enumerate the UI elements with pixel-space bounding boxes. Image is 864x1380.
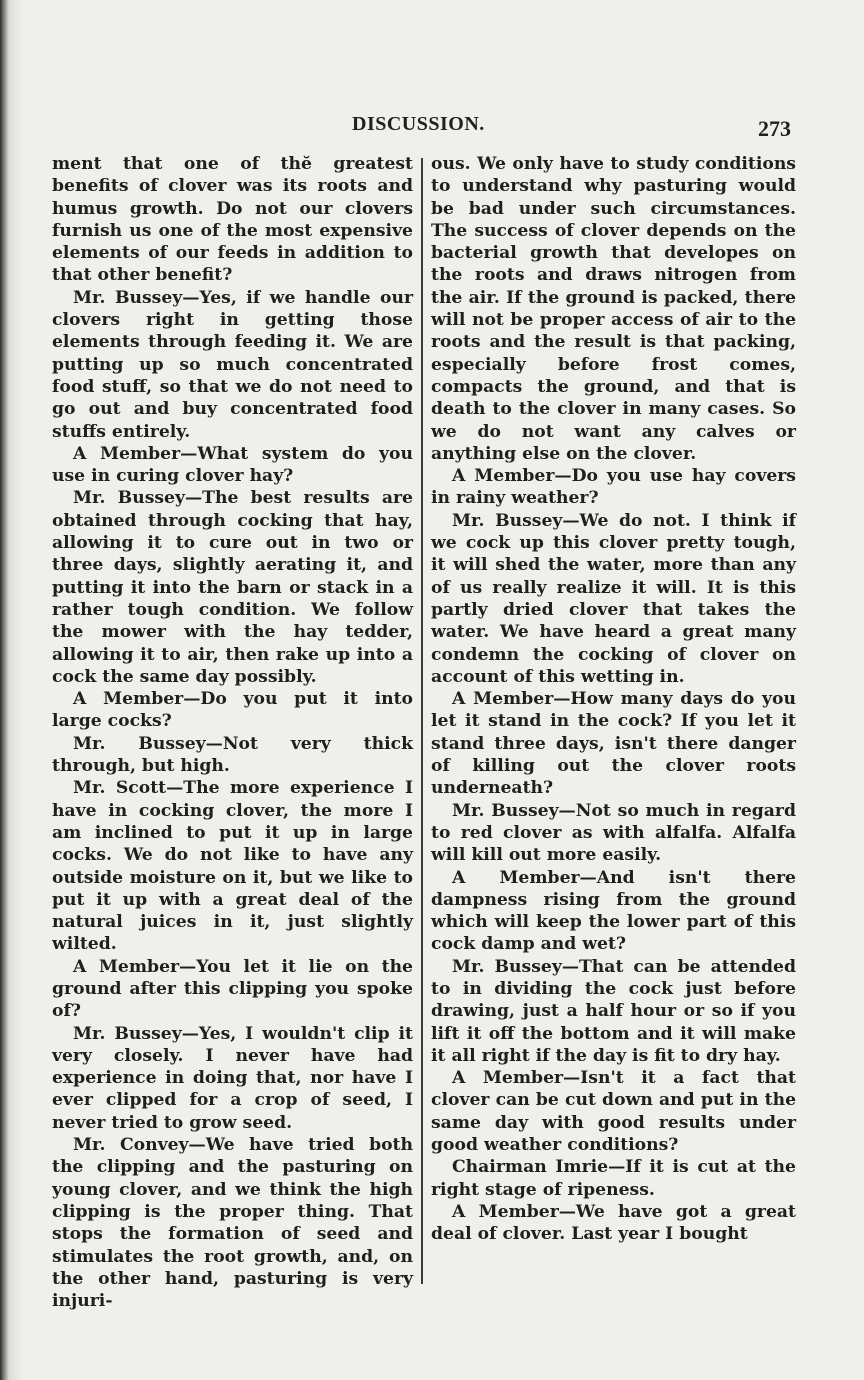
paragraph: ous. We only have to study conditions to understand why pasturing would be bad under such circumstances. The success of clover depends on the bacterial growth that developes on the roots and draws nitrogen from the air. If the ground is packed, there will not be proper access of air to the roots and the result is that packing, especially before frost comes, compacts the ground, and that is death to the clover in many cases. So we do not want any calves or anything else on the clover. — [431, 154, 796, 464]
paragraph: Mr. Bussey—Yes, if we handle our clovers right in getting those elements through feeding it. We are putting up so much concentrated food stuff, so that we do not need to go out and buy concentrated food stuffs entirely. — [52, 287, 413, 442]
paragraph: Mr. Bussey—That can be attended to in dividing the cock just before drawing, just a half hour or so if you lift it off the bottom and it will make it all right if the day is fit to dry hay. — [431, 956, 796, 1066]
paragraph: ment that one of thĕ greatest benefits of clover was its roots and humus growth. Do not our clovers furnish us one of the most expensive elements of our feeds in addition to that other benefit? — [52, 154, 413, 286]
paragraph: A Member—How many days do you let it stand in the cock? If you let it stand three days, isn't there danger of killing out the clover roots underneath? — [431, 689, 796, 799]
paragraph: A Member—Do you use hay covers in rainy weather? — [431, 466, 796, 509]
page-number: 273 — [758, 116, 791, 141]
paragraph: A Member—What system do you use in curing clover hay? — [52, 443, 413, 487]
column-divider — [421, 158, 423, 1284]
paragraph: Mr. Bussey—Yes, I wouldn't clip it very closely. I never have had experience in doing that, nor have I ever clipped for a crop of seed, I never tried to grow seed. — [52, 1023, 413, 1133]
right-column — [431, 153, 796, 1246]
paragraph: Mr. Bussey—Not so much in regard to red clover as with alfalfa. Alfalfa will kill out more easily. — [431, 800, 796, 866]
paragraph: A Member—And isn't there dampness rising from the ground which will keep the lower part of this cock damp and wet? — [431, 867, 796, 955]
paragraph: A Member—We have got a great deal of clover. Last year I bought — [431, 1201, 796, 1245]
paragraph: Mr. Bussey—We do not. I think if we cock up this clover pretty tough, it will shed the water, more than any of us really realize it will. It is this partly dried clover that takes the water. We have heard a great many condemn the cocking of clover on account of this wetting in. — [431, 510, 796, 687]
paragraph: Mr. Bussey—Not very thick through, but high. — [52, 733, 413, 777]
running-head: DISCUSSION. — [352, 113, 485, 135]
paragraph: Mr. Bussey—The best results are obtained through cocking that hay, allowing it to cure out in two or three days, slightly aerating it, and putting it into the barn or stack in a rather tough condition. We follow the mower with the hay tedder, allowing it to air, then rake up into a cock the same day possibly. — [52, 488, 413, 687]
paragraph: Chairman Imrie—If it is cut at the right stage of ripeness. — [431, 1157, 796, 1200]
left-column — [52, 153, 413, 1312]
paragraph: A Member—Isn't it a fact that clover can be cut down and put in the same day with good results under good weather conditions? — [431, 1068, 796, 1156]
paragraph: Mr. Scott—The more experience I have in cocking clover, the more I am inclined to put it up in large cocks. We do not like to have any outside moisture on it, but we like to put it up with a great deal of the natural juices in it, just slightly wilted. — [52, 778, 413, 955]
paragraph: Mr. Convey—We have tried both the clipping and the pasturing on young clover, and we think the high clipping is the proper thing. That stops the formation of seed and stimulates the root growth, and, on the other hand, pasturing is very injuri- — [52, 1135, 413, 1312]
paragraph: A Member—You let it lie on the ground after this clipping you spoke of? — [52, 956, 413, 1022]
paragraph: A Member—Do you put it into large cocks? — [52, 689, 413, 732]
